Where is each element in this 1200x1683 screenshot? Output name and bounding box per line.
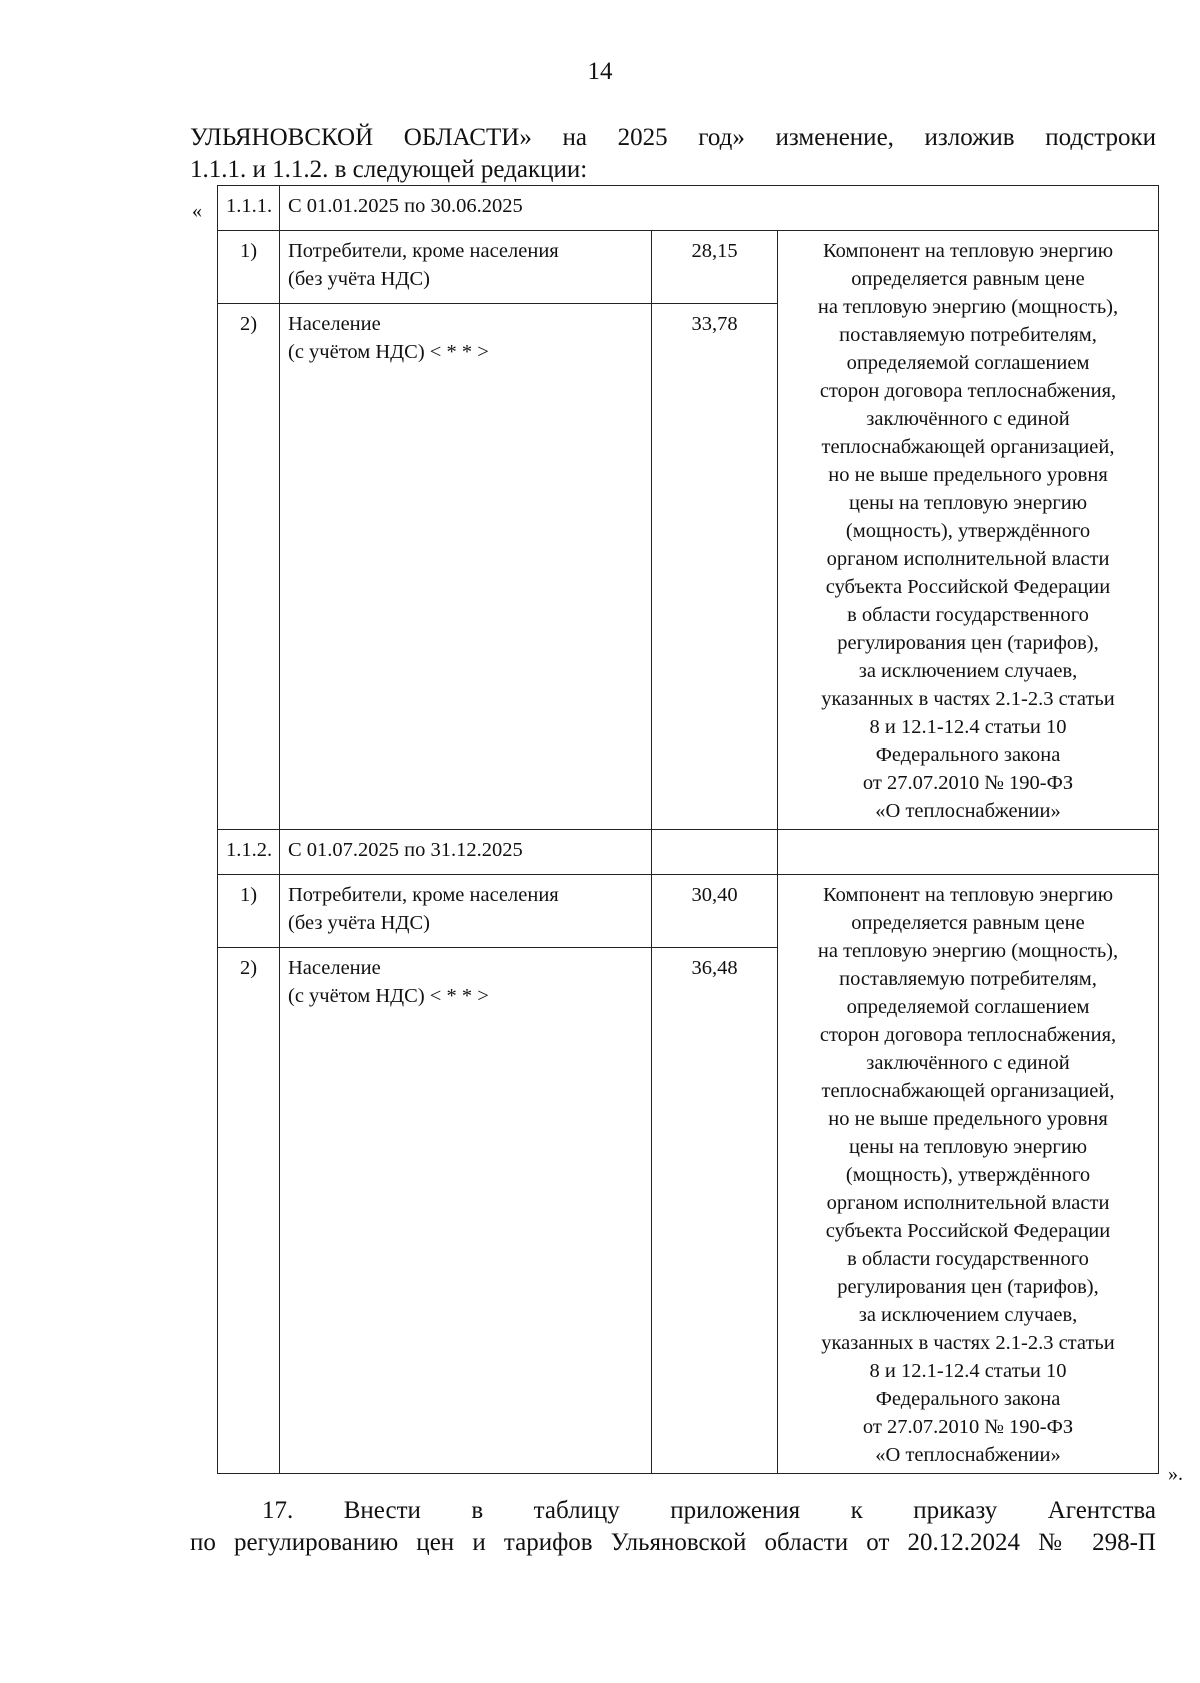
note-line: цены на тепловую энергию — [848, 1136, 1088, 1158]
note-line: цены на тепловую энергию — [848, 492, 1088, 514]
opening-quote: « — [192, 200, 202, 222]
consumer-label — [280, 948, 652, 1474]
row-number: 1) — [218, 231, 280, 304]
note-line: субъекта Российской Федерации — [825, 576, 1111, 598]
note-line: «О теплоснабжении» — [875, 800, 1061, 822]
table-row — [218, 875, 1159, 948]
section-period: С 01.01.2025 по 30.06.2025 — [280, 186, 1159, 231]
note-cell — [778, 875, 1159, 1474]
note-line: теплоснабжающей организацией, — [821, 436, 1115, 458]
consumer-label-line: Население — [288, 313, 381, 335]
consumer-label — [280, 875, 652, 948]
note-line: определяется равным цене — [851, 912, 1085, 934]
row-number: 2) — [218, 304, 280, 830]
note-line: (мощность), утверждённого — [845, 1164, 1091, 1186]
note-line: 8 и 12.1-12.4 статьи 10 — [869, 716, 1067, 738]
consumer-label-line: (без учёта НДС) — [288, 912, 430, 934]
note-line: сторон договора теплоснабжения, — [819, 1024, 1117, 1046]
note-line: 8 и 12.1-12.4 статьи 10 — [869, 1360, 1067, 1382]
note-line: от 27.07.2010 № 190-ФЗ — [862, 772, 1074, 794]
note-line: Компонент на тепловую энергию — [823, 884, 1114, 906]
closing-quote: ». — [1168, 1463, 1183, 1485]
note-line: (мощность), утверждённого — [845, 520, 1091, 542]
note-line: органом исполнительной власти — [826, 548, 1110, 570]
note-line: но не выше предельного уровня — [828, 1108, 1108, 1130]
intro-line-1: УЛЬЯНОВСКОЙ ОБЛАСТИ» на 2025 год» изменение, изложив подстроки — [190, 124, 1156, 151]
consumer-label-line: (с учётом НДС) < * * > — [288, 985, 489, 1007]
row-number: 1) — [218, 875, 280, 948]
tariff-value: 33,78 — [652, 304, 778, 830]
note-line: на тепловую энергию (мощность), — [817, 940, 1119, 962]
note-line: Компонент на тепловую энергию — [823, 240, 1114, 262]
note-line: поставляемую потребителям, — [839, 968, 1097, 990]
section-number: 1.1.1. — [218, 186, 280, 231]
empty-value-cell — [652, 830, 778, 875]
intro-paragraph — [190, 122, 1156, 186]
tariff-value: 28,15 — [652, 231, 778, 304]
outro-line-1: 17. Внести в таблицу приложения к приказу Агентства — [262, 1497, 1156, 1524]
note-line: заключённого с единой — [866, 408, 1070, 430]
note-line: регулирования цен (тарифов), — [837, 1276, 1099, 1298]
tariff-table — [217, 185, 1159, 1474]
tariff-value: 30,40 — [652, 875, 778, 948]
section-header-row — [218, 186, 1159, 231]
table-row — [218, 231, 1159, 304]
note-line: сторон договора теплоснабжения, — [819, 380, 1117, 402]
note-line: Федерального закона — [875, 1388, 1061, 1410]
note-line: поставляемую потребителям, — [839, 324, 1097, 346]
note-line: на тепловую энергию (мощность), — [817, 296, 1119, 318]
page-number: 14 — [587, 58, 613, 85]
note-line: от 27.07.2010 № 190-ФЗ — [862, 1416, 1074, 1438]
note-line: определяемой соглашением — [846, 352, 1090, 374]
note-line: указанных в частях 2.1-2.3 статьи — [821, 688, 1115, 710]
note-line: но не выше предельного уровня — [828, 464, 1108, 486]
note-line: определяемой соглашением — [846, 996, 1090, 1018]
note-line: органом исполнительной власти — [826, 1192, 1110, 1214]
note-line: регулирования цен (тарифов), — [837, 632, 1099, 654]
section-period: С 01.07.2025 по 31.12.2025 — [280, 830, 652, 875]
note-line: в области государственного — [847, 1248, 1089, 1270]
note-line: теплоснабжающей организацией, — [821, 1080, 1115, 1102]
consumer-label-line: Население — [288, 957, 381, 979]
empty-note-cell — [778, 830, 1159, 875]
note-line: Федерального закона — [875, 744, 1061, 766]
consumer-label — [280, 304, 652, 830]
note-line: в области государственного — [847, 604, 1089, 626]
tariff-value: 36,48 — [652, 948, 778, 1474]
note-line: указанных в частях 2.1-2.3 статьи — [821, 1332, 1115, 1354]
note-line: за исключением случаев, — [858, 660, 1078, 682]
consumer-label-line: Потребители, кроме населения — [288, 884, 559, 906]
note-line: определяется равным цене — [851, 268, 1085, 290]
note-line: субъекта Российской Федерации — [825, 1220, 1111, 1242]
consumer-label — [280, 231, 652, 304]
consumer-label-line: (с учётом НДС) < * * > — [288, 341, 489, 363]
section-number: 1.1.2. — [218, 830, 280, 875]
row-number: 2) — [218, 948, 280, 1474]
outro-line-2: по регулированию цен и тарифов Ульяновской области от 20.12.2024 № 298-П — [190, 1529, 1156, 1556]
consumer-label-line: Потребители, кроме населения — [288, 240, 559, 262]
intro-line-2: 1.1.1. и 1.1.2. в следующей редакции: — [190, 156, 588, 183]
note-line: за исключением случаев, — [858, 1304, 1078, 1326]
section-header-row — [218, 830, 1159, 875]
outro-paragraph — [190, 1495, 1156, 1559]
note-cell — [778, 231, 1159, 830]
consumer-label-line: (без учёта НДС) — [288, 268, 430, 290]
note-line: заключённого с единой — [866, 1052, 1070, 1074]
note-line: «О теплоснабжении» — [875, 1444, 1061, 1466]
